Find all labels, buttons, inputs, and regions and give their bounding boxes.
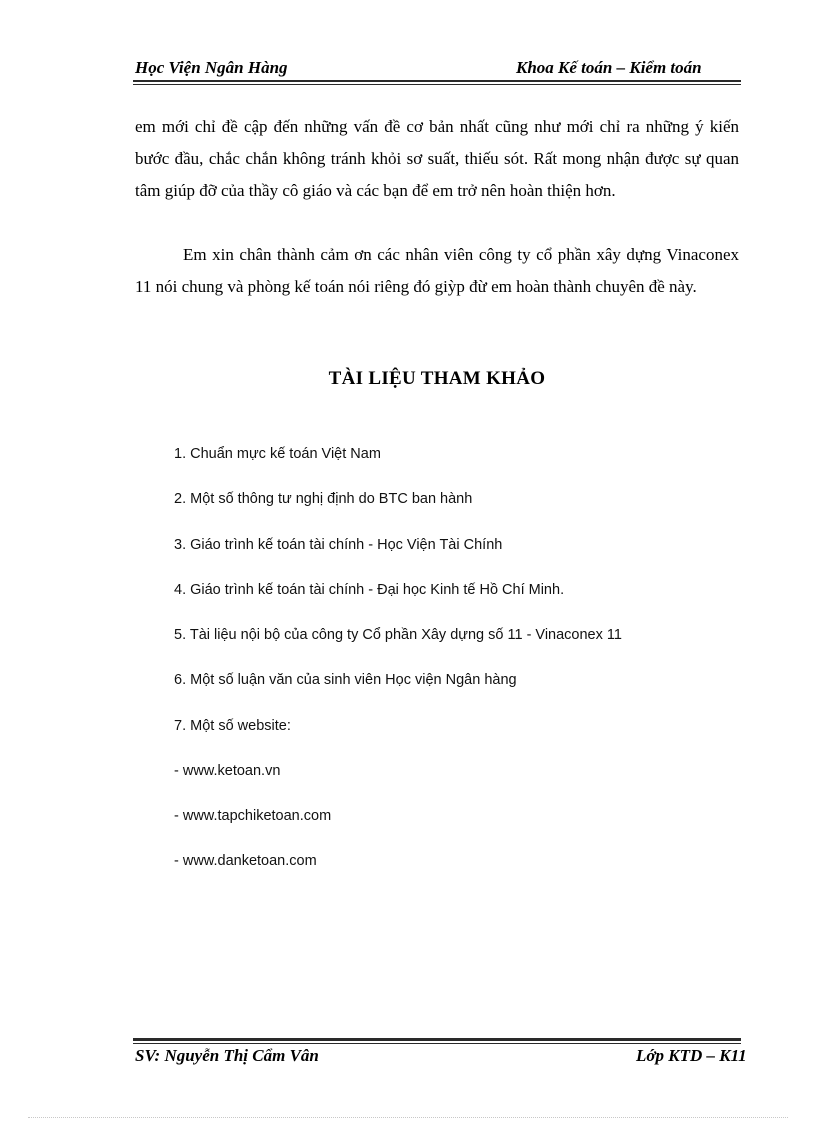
reference-item: 7. Một số website: bbox=[174, 718, 291, 734]
header-institution: Học Viện Ngân Hàng bbox=[135, 58, 288, 77]
reference-item: 1. Chuẩn mực kế toán Việt Nam bbox=[174, 446, 381, 462]
body-paragraph-1: em mới chỉ đề cập đến những vấn đề cơ bản nhất cũng như mới chỉ ra những ý kiến bước đầu, chắc chắn không tránh khỏi sơ suất, thiếu sót. Rất mong nhận được sự quan tâm giúp đỡ của thầy cô giáo và các bạn để em trở nên hoàn thiện hơn. bbox=[135, 117, 739, 200]
website-item: - www.ketoan.vn bbox=[174, 763, 281, 779]
footer-class: Lớp KTD – K11 bbox=[636, 1046, 747, 1065]
reference-item: 5. Tài liệu nội bộ của công ty Cổ phần Xây dựng số 11 - Vinaconex 11 bbox=[174, 627, 622, 643]
reference-item: 4. Giáo trình kế toán tài chính - Đại học Kinh tế Hồ Chí Minh. bbox=[174, 582, 565, 598]
reference-item: 3. Giáo trình kế toán tài chính - Học Viện Tài Chính bbox=[174, 537, 503, 553]
reference-item: 2. Một số thông tư nghị định do BTC ban hành bbox=[174, 491, 473, 507]
website-item: - www.danketoan.com bbox=[174, 853, 317, 869]
header-faculty: Khoa Kế toán – Kiểm toán bbox=[516, 58, 702, 77]
reference-item: 6. Một số luận văn của sinh viên Học viện Ngân hàng bbox=[174, 672, 517, 688]
page-edge-divider bbox=[28, 1117, 788, 1118]
body-paragraph-2: Em xin chân thành cảm ơn các nhân viên công ty cổ phần xây dựng Vinaconex 11 nói chung và phòng kế toán nói riêng đó giỳp đừ em hoàn thành chuyên đề này. bbox=[135, 245, 739, 296]
website-item: - www.tapchiketoan.com bbox=[174, 808, 332, 824]
footer-student: SV: Nguyễn Thị Cẩm Vân bbox=[135, 1046, 319, 1065]
footer-rule bbox=[133, 1038, 741, 1044]
header-rule bbox=[133, 80, 741, 85]
references-title: TÀI LIỆU THAM KHẢO bbox=[328, 368, 546, 389]
